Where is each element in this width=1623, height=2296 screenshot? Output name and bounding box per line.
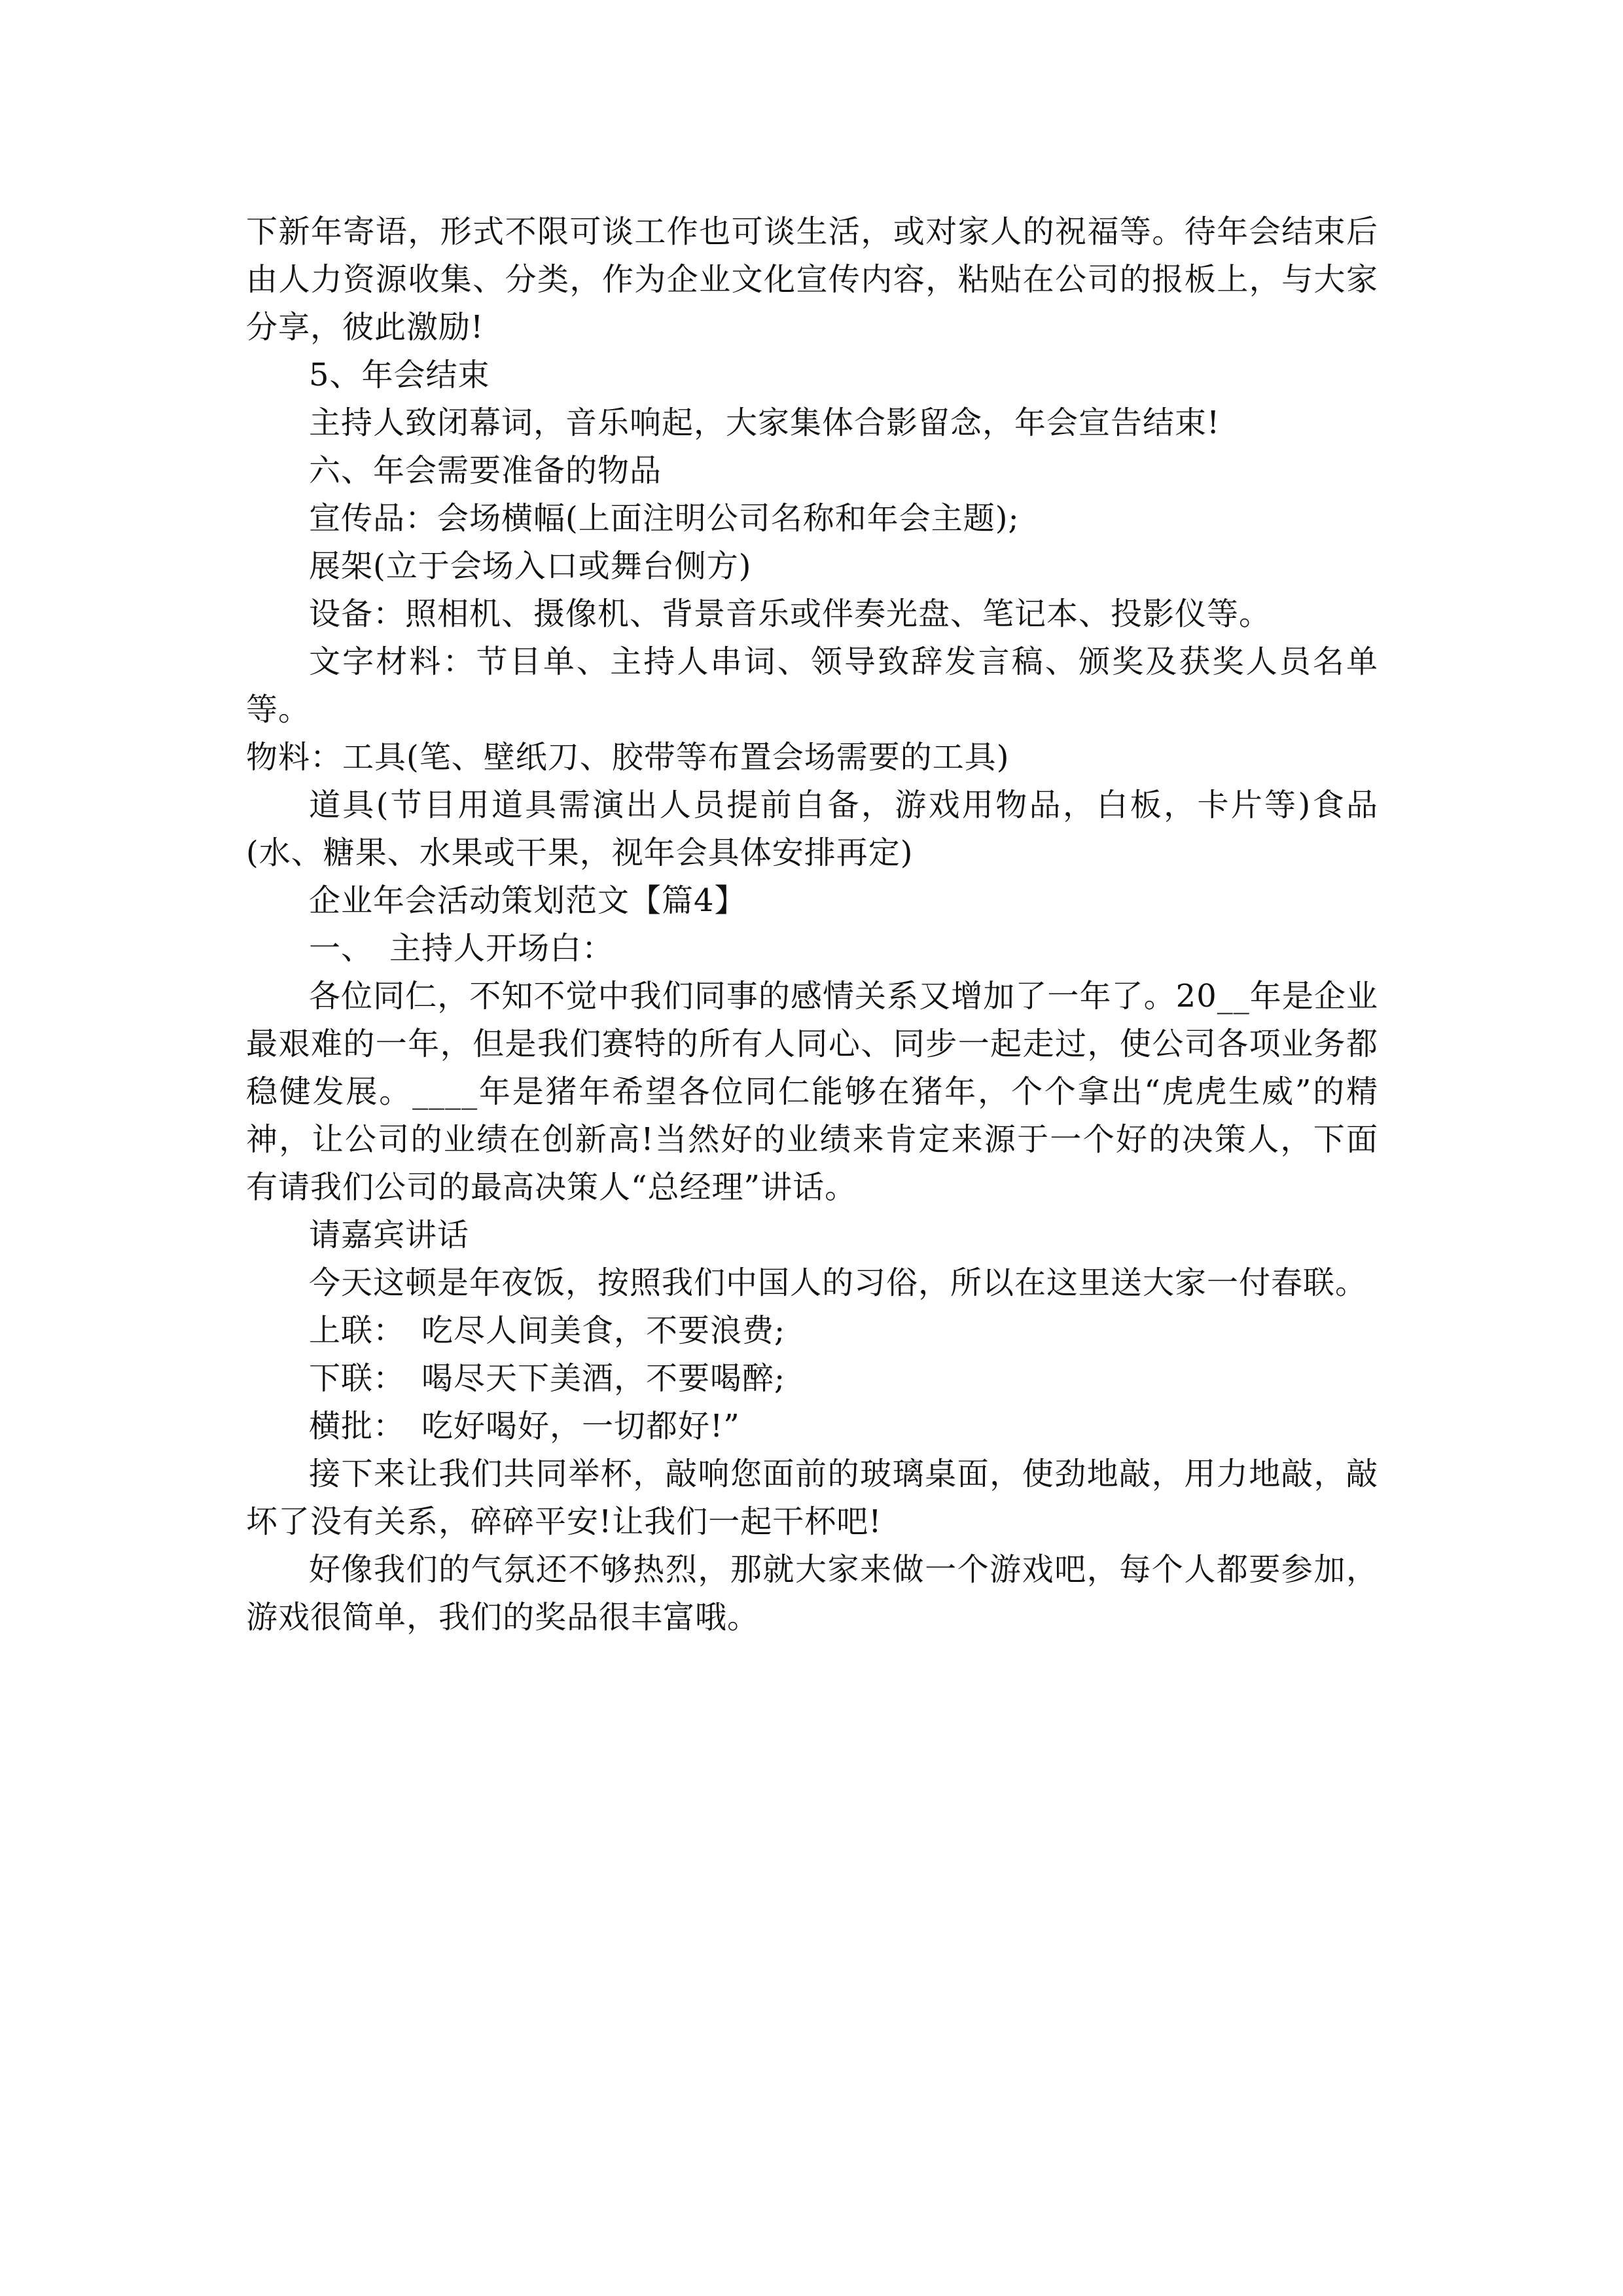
paragraph-text-materials: 文字材料：节目单、主持人串词、领导致辞发言稿、颁奖及获奖人员名单等。 — [246, 643, 1378, 728]
paragraph-props-food: 道具(节目用道具需演出人员提前自备，游戏用物品，白板，卡片等)食品(水、糖果、水果或干果，视年会具体安排再定) — [246, 787, 1378, 871]
paragraph-guest-speech: 请嘉宾讲话 — [309, 1217, 470, 1253]
paragraph-new-year-message: 下新年寄语，形式不限可谈工作也可谈生活，或对家人的祝福等。待年会结束后由人力资源收集、分类，作为企业文化宣传内容，粘贴在公司的报板上，与大家分享，彼此激励! — [246, 213, 1378, 346]
heading-host-opening: 一、 主持人开场白： — [309, 930, 615, 967]
couplet-horizontal-scroll: 横批： 吃好喝好，一切都好!” — [309, 1408, 740, 1444]
paragraph-closing-speech: 主持人致闭幕词，音乐响起，大家集体合影留念，年会宣告结束! — [309, 404, 1221, 441]
paragraph-equipment: 设备：照相机、摄像机、背景音乐或伴奏光盘、笔记本、投影仪等。 — [309, 596, 1272, 632]
paragraph-new-year-dinner: 今天这顿是年夜饭，按照我们中国人的习俗，所以在这里送大家一付春联。 — [309, 1265, 1368, 1301]
heading-items-to-prepare: 六、年会需要准备的物品 — [309, 452, 662, 489]
paragraph-game-intro: 好像我们的气氛还不够热烈，那就大家来做一个游戏吧，每个人都要参加，游戏很简单，我们的奖品很丰富哦。 — [246, 1551, 1378, 1636]
paragraph-host-opening-speech: 各位同仁，不知不觉中我们同事的感情关系又增加了一年了。20__年是企业最艰难的一年，但是我们赛特的所有人同心、同步一起走过，使公司各项业务都稳健发展。____年是猪年希望各位同仁能够在猪年，个个拿出“虎虎生威”的精神，让公司的业绩在创新高!当然好的业绩来肯定来源于一个好的决策人，下面有请我们公司的最高决策人“总经理”讲话。 — [246, 978, 1378, 1206]
section-title-part-4: 企业年会活动策划范文【篇4】 — [309, 882, 747, 919]
paragraph-toast: 接下来让我们共同举杯，敲响您面前的玻璃桌面，使劲地敲，用力地敲，敲坏了没有关系，碎碎平安!让我们一起干杯吧! — [246, 1456, 1378, 1540]
heading-annual-meeting-end: 5、年会结束 — [309, 357, 490, 393]
paragraph-materials-tools: 物料：工具(笔、壁纸刀、胶带等布置会场需要的工具) — [246, 739, 1010, 776]
paragraph-promo-items: 宣传品：会场横幅(上面注明公司名称和年会主题); — [309, 500, 1020, 537]
couplet-first-line: 上联： 吃尽人间美食，不要浪费; — [309, 1312, 786, 1349]
paragraph-display-stand: 展架(立于会场入口或舞台侧方) — [309, 548, 752, 584]
document-body — [246, 208, 1378, 1641]
couplet-second-line: 下联： 喝尽天下美酒，不要喝醉; — [309, 1360, 786, 1397]
